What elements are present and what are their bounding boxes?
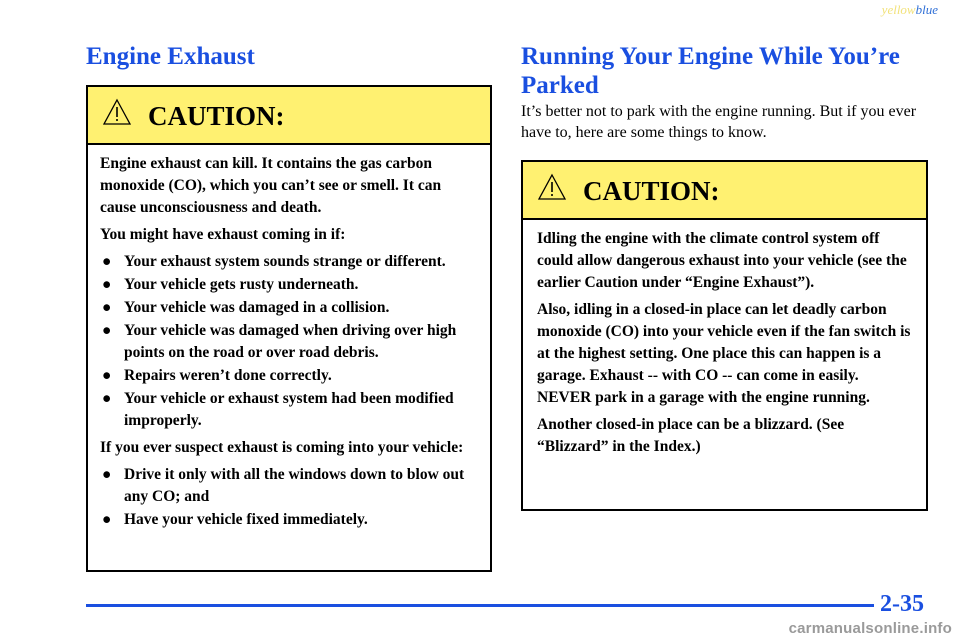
page-number: 2-35: [880, 591, 924, 617]
engine-exhaust-heading: Engine Exhaust: [86, 43, 255, 70]
intro-paragraph: It’s better not to park with the engine running. But if you ever have to, here are some things to know.: [521, 103, 917, 141]
exhaust-actions-list: [100, 464, 478, 531]
bullet-icon: ●: [102, 466, 112, 483]
list-item-text: Repairs weren’t done correctly.: [124, 367, 332, 384]
site-watermark: carmanualsonline.info: [788, 620, 952, 637]
caution-paragraph: Also, idling in a closed-in place can let deadly carbon monoxide (CO) into your vehicle even if the fan switch is at the highest setting. One place this can happen is a garage. Exhaust -- with CO -- can come in easily. NEVER park in a garage with the engine running.: [537, 301, 911, 406]
caution-paragraph: If you ever suspect exhaust is coming into your vehicle:: [100, 439, 464, 456]
list-item: [100, 297, 478, 319]
caution-body: [523, 220, 926, 458]
bullet-icon: ●: [102, 390, 112, 407]
caution-paragraph: You might have exhaust coming in if:: [100, 226, 346, 243]
list-item: [100, 365, 478, 387]
list-item-text: Your vehicle gets rusty underneath.: [124, 276, 359, 293]
list-item: [100, 388, 478, 432]
list-item-text: Drive it only with all the windows down to blow out any CO; and: [124, 466, 465, 505]
caution-title: CAUTION:: [583, 176, 720, 206]
list-item: [100, 274, 478, 296]
proof-tag-yellow: yellow: [881, 2, 916, 17]
running-engine-parked-heading: Running Your Engine While You’re Parked: [521, 43, 900, 99]
bullet-icon: ●: [102, 299, 112, 316]
warning-triangle-icon: [102, 98, 132, 126]
list-item-text: Your vehicle was damaged in a collision.: [124, 299, 390, 316]
warning-triangle-icon: [537, 173, 567, 201]
footer-rule: [86, 604, 874, 607]
caution-header: [88, 87, 490, 145]
list-item-text: Have your vehicle fixed immediately.: [124, 511, 368, 528]
list-item-text: Your vehicle or exhaust system had been modified improperly.: [124, 390, 454, 429]
bullet-icon: ●: [102, 511, 112, 528]
list-item: [100, 509, 478, 531]
caution-paragraph: Another closed-in place can be a blizzard. (See “Blizzard” in the Index.): [537, 416, 845, 455]
color-proof-tag: [882, 2, 938, 18]
list-item-text: Your exhaust system sounds strange or different.: [124, 253, 446, 270]
list-item: [100, 251, 478, 273]
bullet-icon: ●: [102, 276, 112, 293]
caution-body: [88, 145, 490, 531]
engine-exhaust-caution-box: [86, 85, 492, 572]
proof-tag-blue: blue: [915, 2, 938, 17]
exhaust-signs-list: [100, 251, 478, 432]
caution-header: [523, 162, 926, 220]
list-item: [100, 464, 478, 508]
bullet-icon: ●: [102, 367, 112, 384]
idling-caution-box: [521, 160, 928, 511]
caution-title: CAUTION:: [148, 101, 285, 131]
list-item: [100, 320, 478, 364]
bullet-icon: ●: [102, 322, 112, 339]
caution-paragraph: Idling the engine with the climate control system off could allow dangerous exhaust into your vehicle (see the earlier Caution under “Engine Exhaust”).: [537, 230, 907, 291]
list-item-text: Your vehicle was damaged when driving over high points on the road or over road debris.: [124, 322, 457, 361]
bullet-icon: ●: [102, 253, 112, 270]
caution-paragraph: Engine exhaust can kill. It contains the gas carbon monoxide (CO), which you can’t see or smell. It can cause unconsciousness and death.: [100, 155, 442, 216]
